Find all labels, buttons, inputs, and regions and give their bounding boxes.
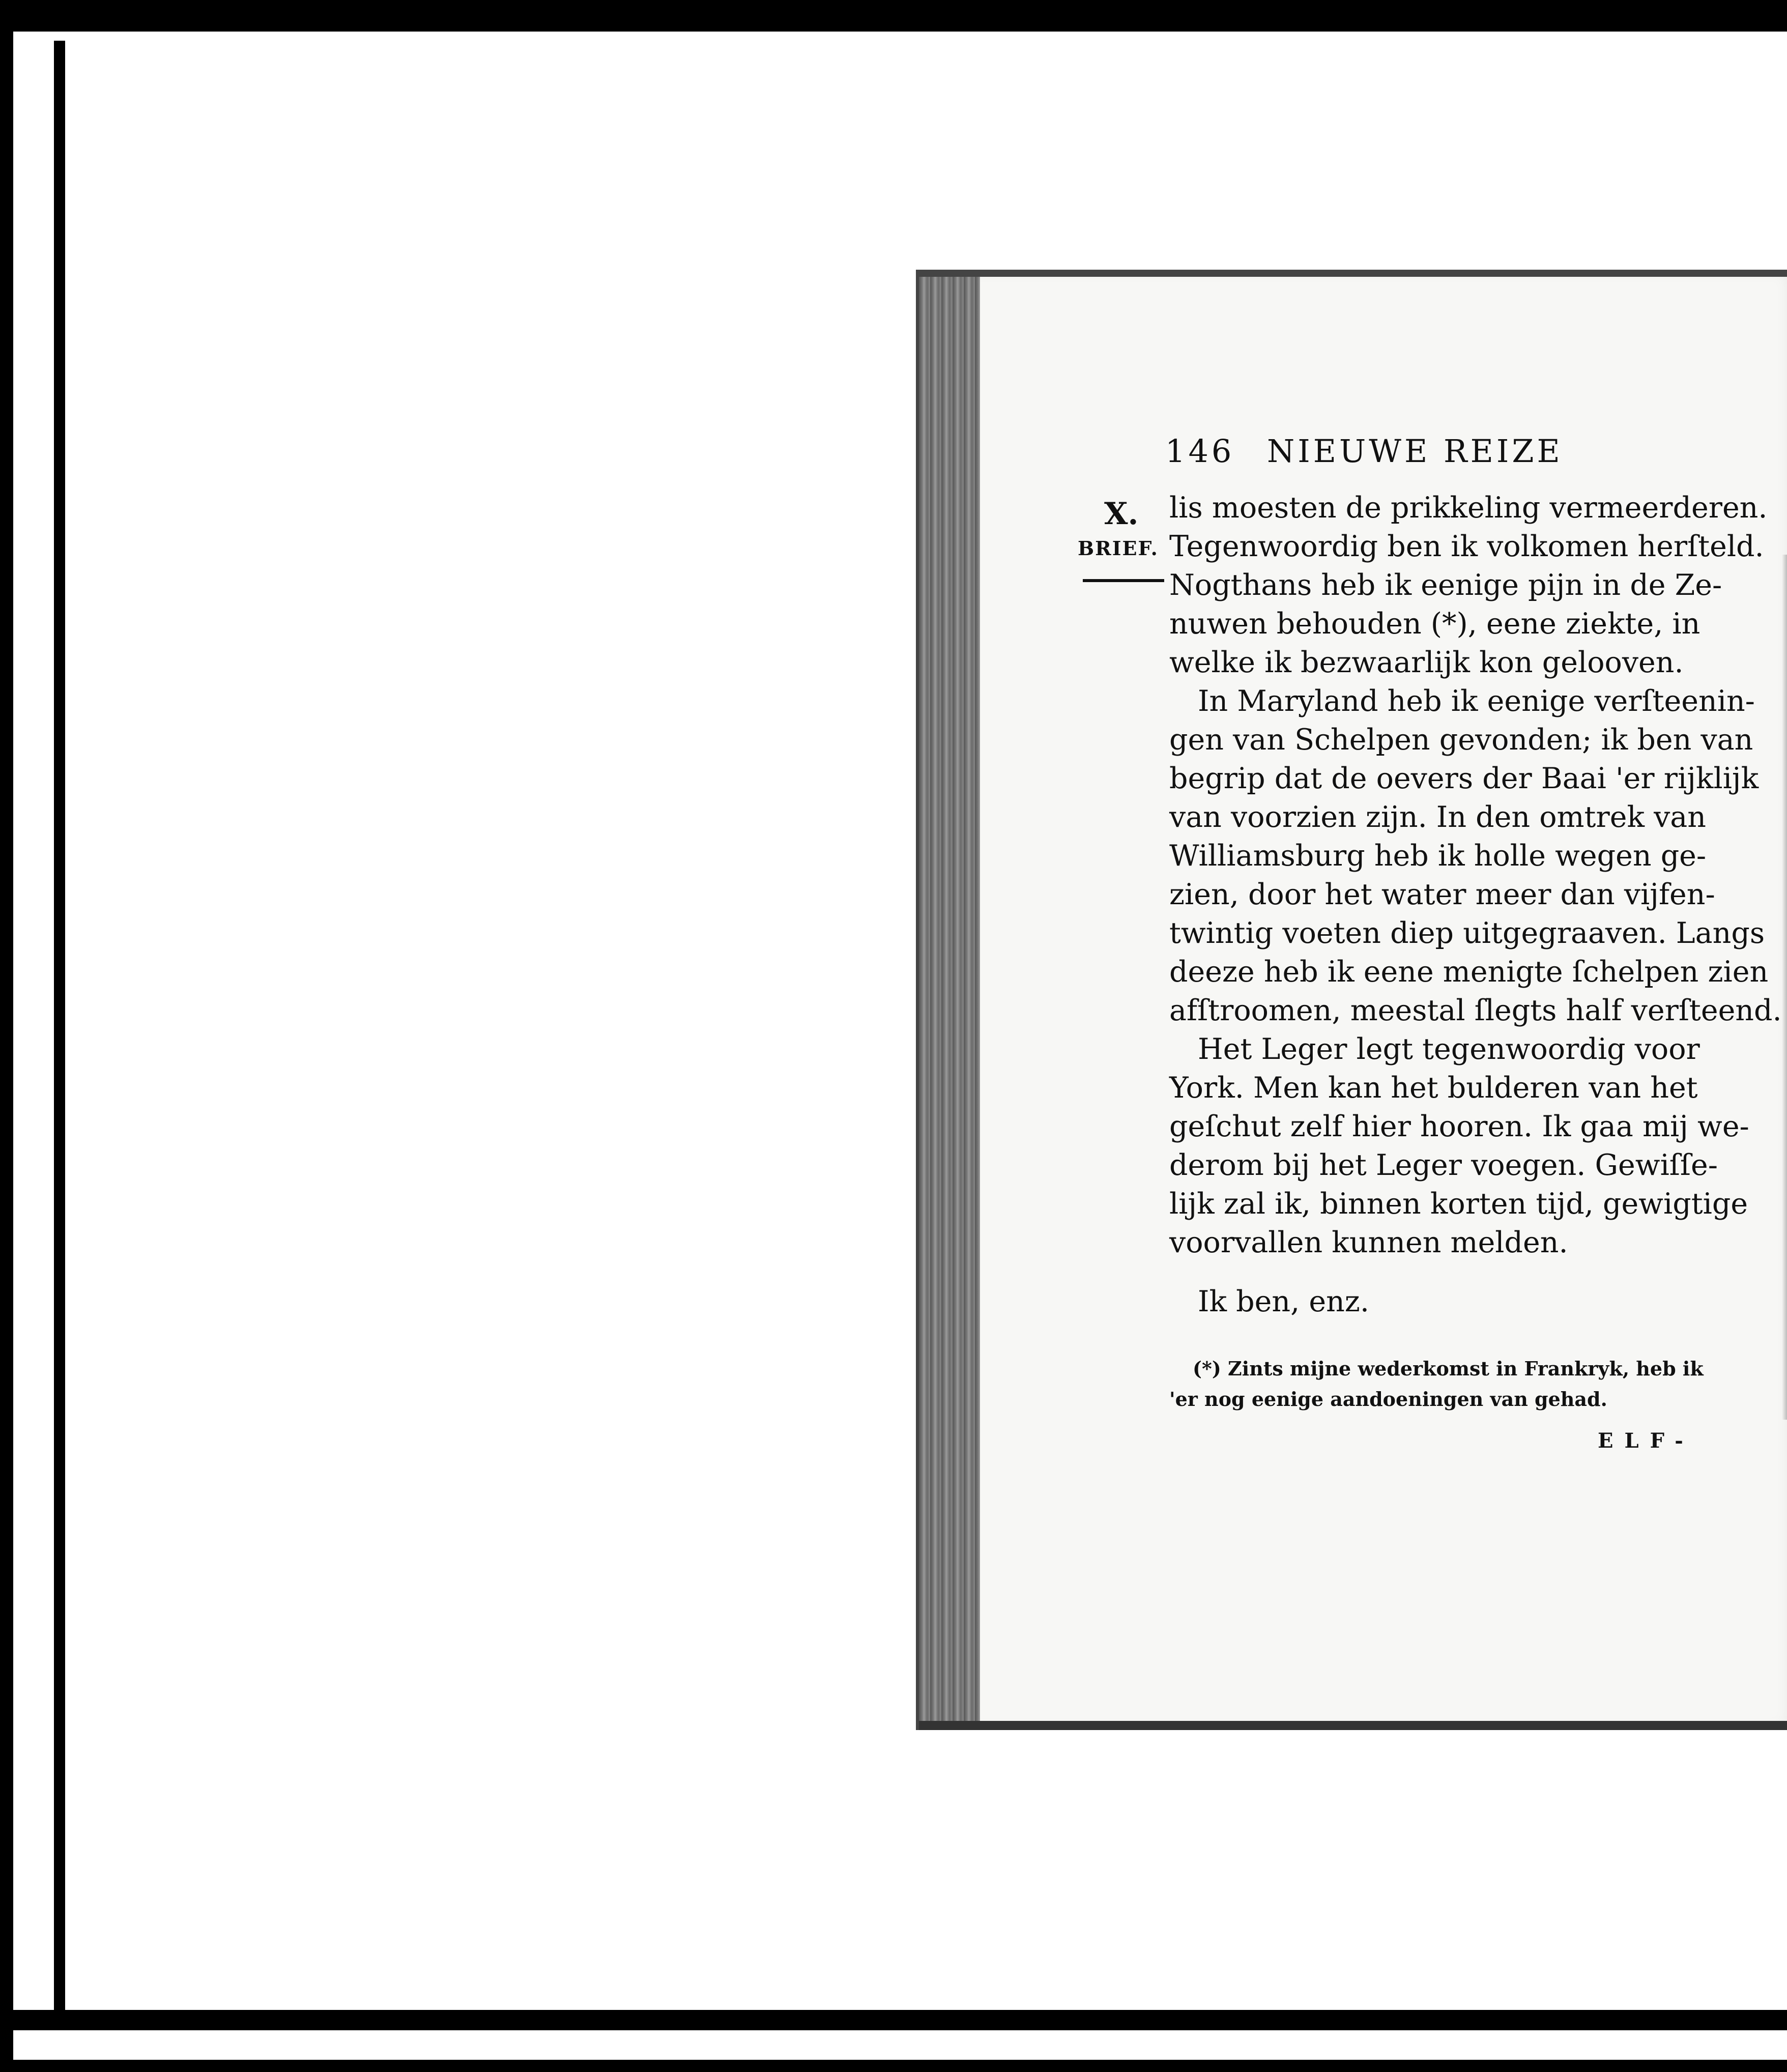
text-line: lis moesten de prikkeling vermeerderen. — [1169, 491, 1768, 525]
text-line: gen van Schelpen gevonden; ik ben van — [1169, 723, 1753, 757]
page-header — [1165, 433, 1674, 473]
text-line: zien, door het water meer dan vijfen- — [1169, 878, 1715, 911]
text-line: lijk zal ik, binnen korten tijd, gewigtige — [1169, 1187, 1748, 1221]
footnote-line: (*) Zints mijne wederkomst in Frankryk, heb ik — [1193, 1357, 1704, 1380]
text-line: van voorzien zijn. In den omtrek van — [1169, 800, 1707, 834]
text-line: geſchut zelf hier hooren. Ik gaa mij we- — [1169, 1110, 1749, 1143]
text-line: voorvallen kunnen melden. — [1169, 1226, 1568, 1259]
text-line: Het Leger legt tegenwoordig voor — [1198, 1032, 1700, 1066]
running-title: NIEUWE REIZE — [1267, 433, 1563, 470]
text-line: begrip dat de oevers der Baai 'er rijklijk — [1169, 762, 1759, 795]
text-line: afſtroomen, meestal ſlegts half verſteend. — [1169, 994, 1782, 1027]
text-line: deeze heb ik eene menigte ſchelpen zien — [1169, 955, 1769, 989]
text-line: twintig voeten diep uitgegraaven. Langs — [1169, 916, 1765, 950]
page-number: 146 — [1165, 433, 1235, 470]
scan-border-bottom-inner — [0, 2060, 1787, 2072]
text-line: York. Men kan het bulderen van het — [1169, 1071, 1698, 1105]
text-line: Williamsburg heb ik holle wegen ge- — [1169, 839, 1707, 873]
text-line: Nogthans heb ik eenige pijn in de Ze- — [1169, 568, 1722, 602]
text-line: nuwen behouden (*), eene ziekte, in — [1169, 607, 1700, 641]
text-line: welke ik bezwaarlijk kon gelooven. — [1169, 646, 1684, 679]
scan-border-left — [0, 0, 13, 2072]
margin-rule — [1083, 579, 1164, 582]
text-line: derom bij het Leger voegen. Gewiſſe- — [1169, 1148, 1718, 1182]
scan-border-bottom — [0, 2010, 1787, 2030]
scan-border-top — [0, 0, 1787, 32]
text-line: Tegenwoordig ben ik volkomen herſteld. — [1169, 530, 1764, 563]
text-line: In Maryland heb ik eenige verſteenin- — [1198, 684, 1755, 718]
letter-closing: Ik ben, enz. — [1198, 1285, 1369, 1318]
footnote — [1169, 1354, 1704, 1415]
body-text — [1169, 488, 1782, 1262]
page-gutter-shadow — [1782, 555, 1787, 1420]
catchword: ELF- — [1598, 1429, 1694, 1453]
scan-border-left-inner — [54, 41, 65, 2030]
letter-number: X. — [1104, 496, 1139, 532]
page-top-edge — [919, 270, 1787, 277]
letter-label: BRIEF. — [1078, 537, 1159, 560]
page-edges — [919, 270, 980, 1730]
footnote-line: 'er nog eenige aandoeningen van gehad. — [1169, 1388, 1607, 1411]
page-bottom-edge — [919, 1721, 1787, 1730]
